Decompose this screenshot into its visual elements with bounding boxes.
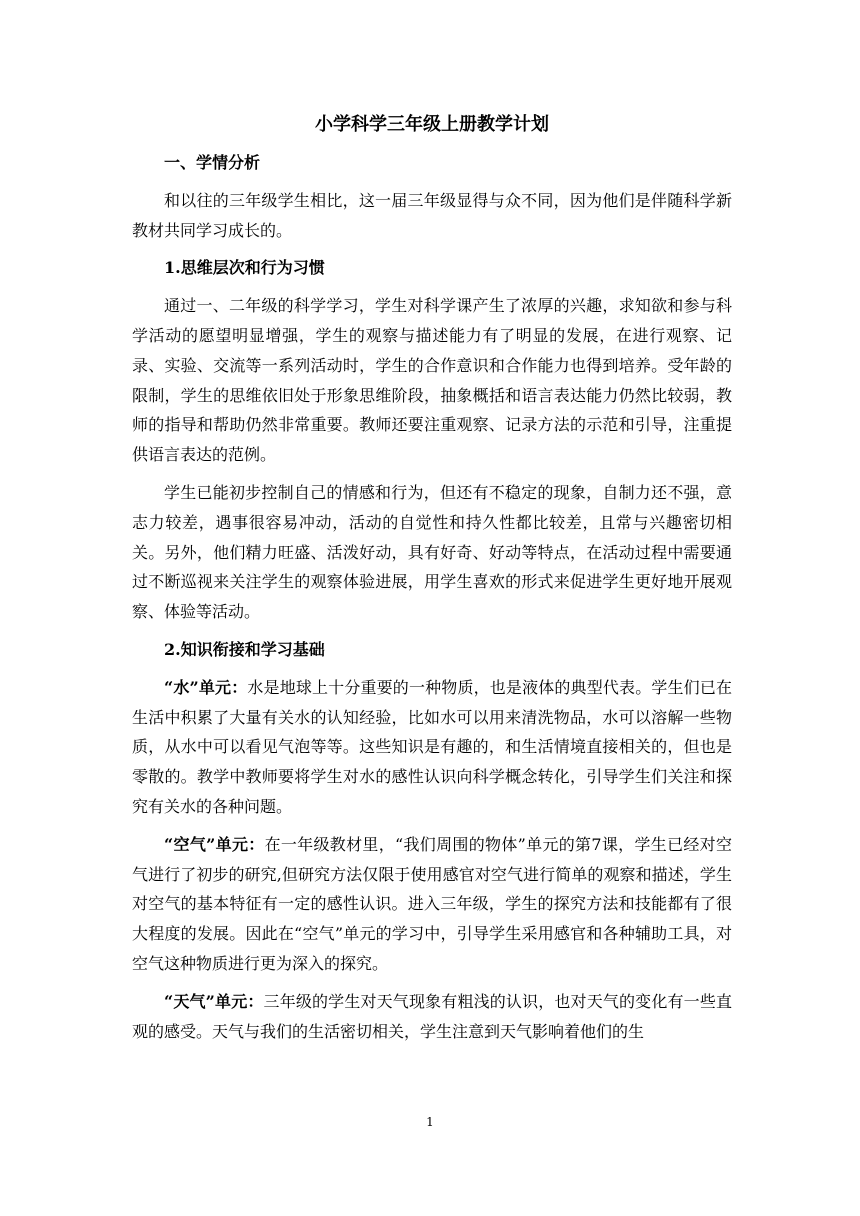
unit-paragraph-air — [132, 830, 732, 979]
subheading-thinking-habits: 1.思维层次和行为习惯 — [164, 258, 325, 278]
unit-paragraph-weather — [132, 987, 732, 1047]
unit-paragraph-water — [132, 673, 732, 822]
paragraph-behavior: 学生已能初步控制自己的情感和行为，但还有不稳定的现象，自制力还不强，意志力较差，遇事很容易冲动，活动的自觉性和持久性都比较差，且常与兴趣密切相关。另外，他们精力旺盛、活泼好动，具有好奇、好动等特点，在活动过程中需要通过不断巡视来关注学生的观察体验进展，用学生喜欢的形式来促进学生更好地开展观察、体验等活动。 — [132, 482, 732, 622]
document-title: 小学科学三年级上册教学计划 — [315, 114, 549, 135]
unit-text-weather: 三年级的学生对天气现象有粗浅的认识，也对天气的变化有一些直观的感受。天气与我们的生活密切相关，学生注意到天气影响着他们的生 — [132, 991, 732, 1041]
page-number: 1 — [426, 1115, 434, 1129]
intro-paragraph: 和以往的三年级学生相比，这一届三年级显得与众不同，因为他们是伴随科学新教材共同学习成长的。 — [132, 190, 732, 240]
subheading-knowledge-foundation: 2.知识衔接和学习基础 — [164, 639, 325, 659]
unit-lead-air: “空气”单元： — [164, 834, 265, 854]
unit-lead-weather: “天气”单元： — [164, 991, 264, 1011]
unit-text-water: 水是地球上十分重要的一种物质，也是液体的典型代表。学生们已在生活中积累了大量有关水的认知经验，比如水可以用来清洗物品，水可以溶解一些物质，从水中可以看见气泡等等。这些知识是有趣的，和生活情境直接相关的，但也是零散的。教学中教师要将学生对水的感性认识向科学概念转化，引导学生们关注和探究有关水的各种问题。 — [132, 677, 732, 816]
unit-lead-water: “水”单元： — [164, 677, 248, 697]
paragraph-thinking-level: 通过一、二年级的科学学习，学生对科学课产生了浓厚的兴趣，求知欲和参与科学活动的愿望明显增强，学生的观察与描述能力有了明显的发展，在进行观察、记录、实验、交流等一系列活动时，学生的合作意识和合作能力也得到培养。受年龄的限制，学生的思维依旧处于形象思维阶段，抽象概括和语言表达能力仍然比较弱，教师的指导和帮助仍然非常重要。教师还要注重观察、记录方法的示范和引导，注重提供语言表达的范例。 — [132, 296, 732, 465]
unit-text-air: 在一年级教材里，“我们周围的物体”单元的第7课，学生已经对空气进行了初步的研究,但研究方法仅限于使用感官对空气进行简单的观察和描述，学生对空气的基本特征有一定的感性认识。进入三年级，学生的探究方法和技能都有了很大程度的发展。因此在“空气”单元的学习中，引导学生采用感官和各种辅助工具，对空气这种物质进行更为深入的探究。 — [132, 834, 732, 973]
section-heading-learning-analysis: 一、学情分析 — [164, 153, 261, 172]
document-body — [132, 110, 732, 1054]
